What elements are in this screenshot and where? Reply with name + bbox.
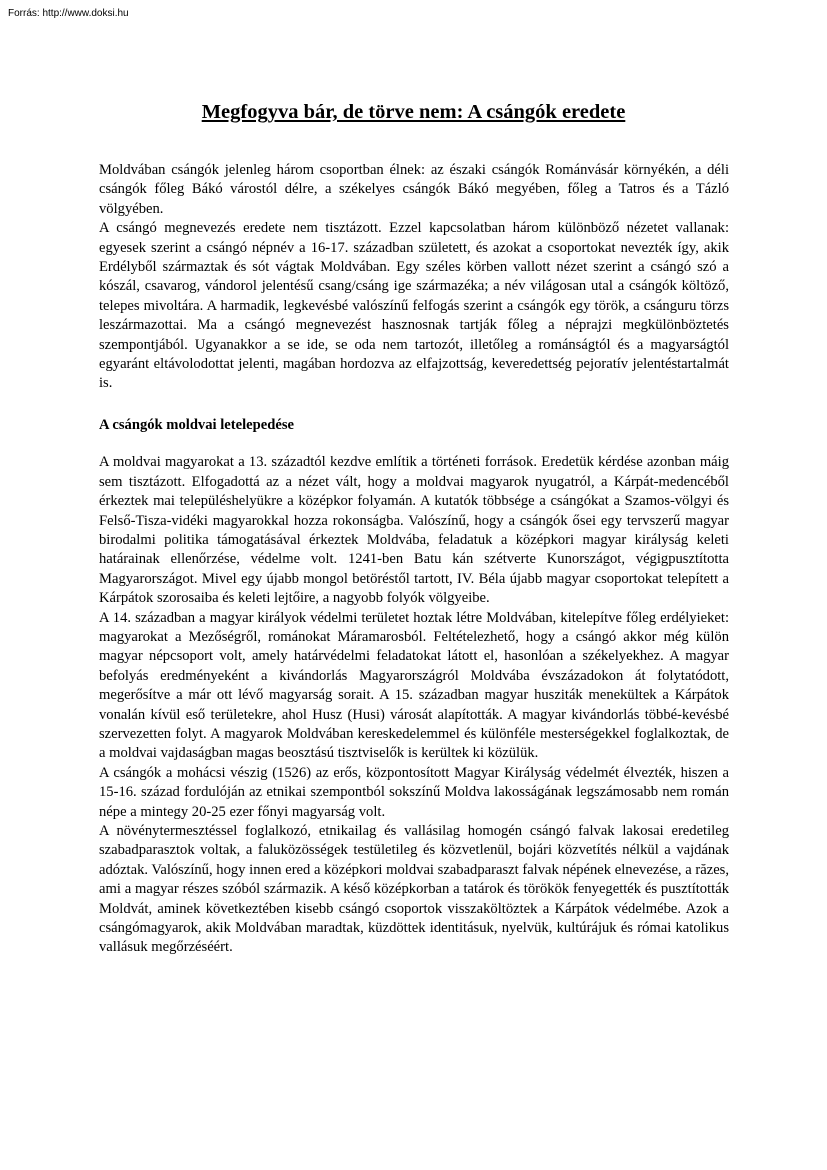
section-paragraph-4: A növénytermesztéssel foglalkozó, etnikailag és vallásilag homogén csángó falvak lakosai eredetileg szabadparasztok voltak, a faluközösségek testületileg és közvetlenül, bojári közvetítés nélkül a vajdának adóztak. Valószínű, hogy innen ered a középkori moldvai szabadparaszt falvak népének elnevezése, a răzes, ami a magyar részes szóból származik. A késő középkorban a tatárok és törökök fenyegették és pusztították Moldvát, aminek következtében kisebb csángó csoportok visszaköltöztek a Kárpátok védelmébe. Azok a csángómagyarok, akik Moldvában maradtak, küzdöttek identitásuk, nyelvük, kultúrájuk és római katolikus vallásuk megőrzéséért.	[99, 823, 729, 956]
section-paragraph-3: A csángók a mohácsi vészig (1526) az erős, központosított Magyar Királyság védelmét élvezték, hiszen a 15-16. század fordulóján az etnikai szempontból sokszínű Moldva lakosságának legszámosabb nem román népe a mintegy 20-25 ezer főnyi magyarság volt.	[99, 764, 729, 820]
intro-paragraph-1: Moldvában csángók jelenleg három csoportban élnek: az északi csángók Románvásár környékén, a déli csángók főleg Bákó várostól délre, a székelyes csángók Bákó megyében, főleg a Tatros és a Tázló völgyében.	[99, 162, 729, 217]
section-paragraph-2: A 14. században a magyar királyok védelmi területet hoztak létre Moldvában, kitelepítve főleg erdélyieket: magyarokat a Mezőségről, románokat Máramarosból. Feltételezhető, hogy a csángó akkor még külön magyar népcsoport volt, amely határvédelmi feladatokat látott el, hasonlóan a székelyekhez. A magyar befolyás eredményeként a kivándorlás Magyarországról Moldvába évszázadokon át folytatódott, megerősítve a már ott lévő magyarság sorait. A 15. században magyar husziták menekültek a Kárpátok vonalán kívül eső területekre, ahol Husz (Husi) városát alapították. A magyar kivándorlás többé-kevésbé szervezetten folyt. A magyarok Moldvában kereskedelemmel és különféle mesterségekkel foglalkoztak, de a moldvai vajdaságban magas beosztású tisztviselők is kerültek ki közülük.	[99, 609, 729, 762]
document-body	[99, 161, 729, 958]
source-line: Forrás: http://www.doksi.hu	[8, 8, 129, 19]
section-paragraph-1: A moldvai magyarokat a 13. századtól kezdve említik a történeti források. Eredetük kérdése azonban máig sem tisztázott. Elfogadottá az a nézet vált, hogy a moldvai magyarok nyugatról, a Kárpát-medencéből érkeztek mai településhelyükre a középkor folyamán. A kutatók többsége a csángókat a Szamos-völgyi és Felső-Tisza-vidéki magyarokkal hozza rokonságba. Valószínű, hogy a csángók ősei egy tervszerű magyar birodalmi politika támogatásával érkeztek Moldvába, feladatuk a középkori magyar királyság keleti határainak ellenőrzése, védelme volt. 1241-ben Batu kán szétverte Kunországot, végigpusztította Magyarországot. Mivel egy újabb mongol betöréstől tartott, IV. Béla újabb magyar csoportokat telepített a Kárpátok szorosaiba és keleti lejtőire, a nagyobb folyók völgyeibe.	[99, 454, 729, 607]
intro-paragraph-2: A csángó megnevezés eredete nem tisztázott. Ezzel kapcsolatban három különböző nézetet vallanak: egyesek szerint a csángó népnév a 16-17. században született, és azokat a csoportokat nevezték így, akik Erdélyből származtak és sót vágtak Moldvában. Egy széles körben vallott nézet szerint a csángó szó a kószál, csavarog, vándorol jelentésű csang/csáng ige származéka; a név világosan utal a csángók költöző, telepes mivoltára. A harmadik, legkevésbé valószínű felfogás szerint a csángók egy török, a csánguru törzs leszármazottai. Ma a csángó megnevezést hasznosnak tartják főleg a néprajzi megkülönböztetés szempontjából. Ugyanakkor a se ide, se oda nem tartozót, illetőleg a románságtól és a magyarságtól egyaránt eltávolodottat jelenti, magában hordozva az elfajzottság, keveredettség pejoratív jelentéstartalmát is.	[99, 220, 729, 392]
section-heading: A csángók moldvai letelepedése	[99, 416, 294, 433]
page-title: Megfogyva bár, de törve nem: A csángók eredete	[201, 101, 626, 123]
